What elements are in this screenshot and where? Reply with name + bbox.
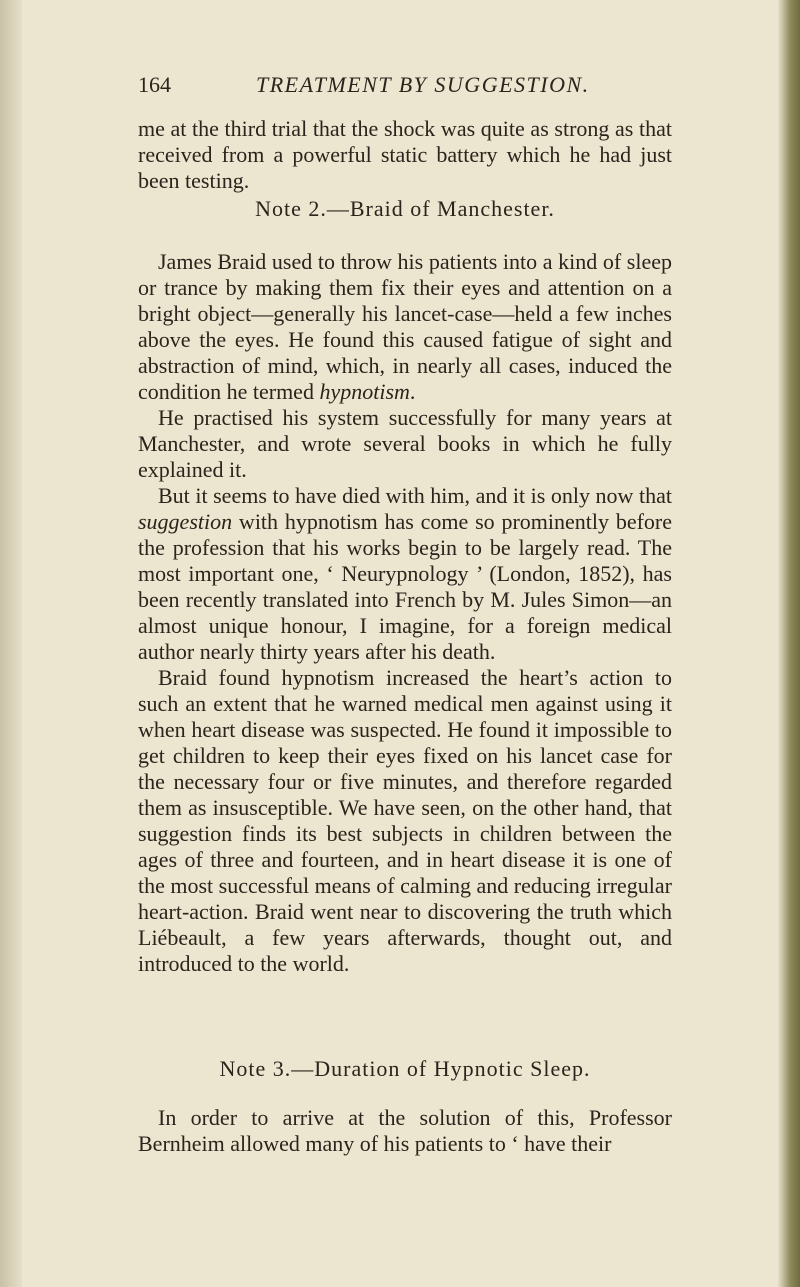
paragraph-continuation: me at the third trial that the shock was quite as strong as that received from a powerful static battery which he had just been testing. [138,116,672,193]
page-number: 164 [138,72,171,97]
italic-term-suggestion: suggestion [138,509,233,534]
paragraph-text: James Braid used to throw his patients into a kind of sleep or trance by making them fix their eyes and attention on a bright object—generally his lancet-case—held a few inches above the eyes. He found this caused fatigue of sight and abstraction of mind, which, in nearly all cases, induced the condition he termed [138,249,672,404]
note-2-heading: Note 2.—Braid of Manchester. [255,196,555,221]
paragraph-text: But it seems to have died with him, and it is only now that [158,483,672,508]
paragraph-neurypnology [138,483,672,665]
paragraph-manchester: He practised his system successfully for many years at Manchester, and wrote several books in which he fully explained it. [138,405,672,482]
page-header [138,68,678,102]
paragraph-bernheim: In order to arrive at the solution of this, Professor Bernheim allowed many of his patients to ‘ have their [138,1105,672,1156]
paragraph-text: . [409,379,416,404]
paragraph-braid-method [138,249,672,405]
paragraph-heart-action: Braid found hypnotism increased the heart’s action to such an extent that he warned medical men against using it when heart disease was suspected. He found it impossible to get children to keep their eyes fixed on his lancet case for the necessary four or five minutes, and therefore regarded them as insusceptible. We have seen, on the other hand, that suggestion finds its best subjects in children between the ages of three and fourteen, and in heart disease it is one of the most successful means of calming and reducing irregular heart-action. Braid went near to discovering the truth which Liébeault, a few years afterwards, thought out, and introduced to the world. [138,665,672,976]
running-head: TREATMENT BY SUGGESTION. [256,72,590,97]
paragraph-text: with hypnotism has come so prominently before the profession that his works begin to be largely read. The most important one, ‘ Neurypnology ’ (London, 1852), has been recently translated into French by M. Jules Simon—an almost unique honour, I imagine, for a foreign medical author nearly thirty years after his death. [138,509,672,664]
note-3-heading: Note 3.—Duration of Hypnotic Sleep. [219,1056,591,1081]
italic-term-hypnotism: hypnotism [319,379,410,404]
